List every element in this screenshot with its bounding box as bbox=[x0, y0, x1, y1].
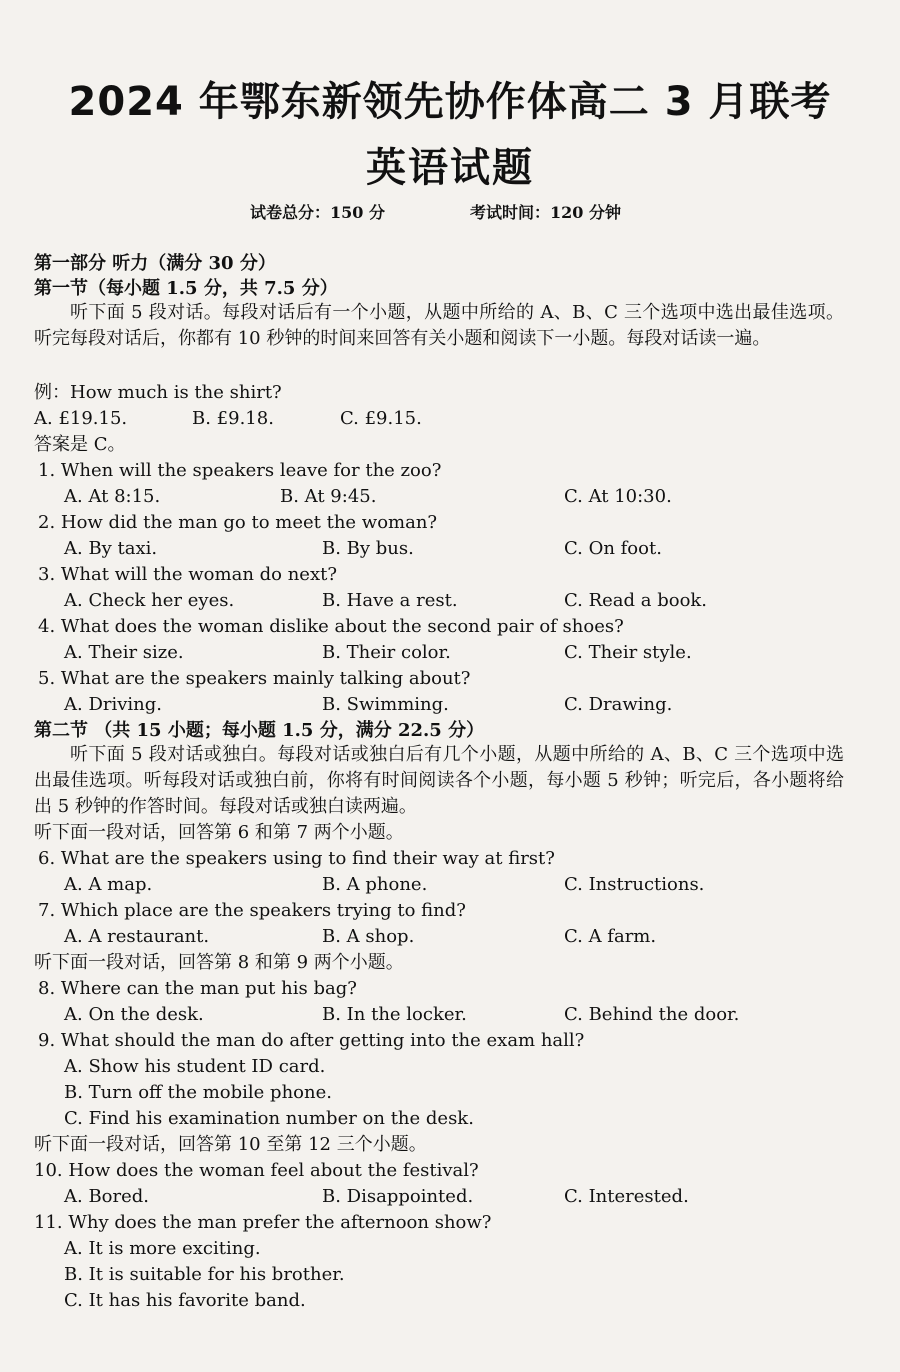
exam-subtitle: 英语试题 bbox=[366, 145, 534, 191]
q5-option-b: B. Swimming. bbox=[322, 694, 449, 715]
question-7: 7. Which place are the speakers trying to find? bbox=[38, 900, 466, 921]
q10-option-a: A. Bored. bbox=[64, 1186, 150, 1207]
question-11: 11. Why does the man prefer the afternoon show? bbox=[34, 1212, 492, 1233]
q11-option-a: A. It is more exciting. bbox=[64, 1238, 261, 1259]
example-answer: 答案是 C。 bbox=[34, 434, 126, 455]
question-9: 9. What should the man do after getting into the exam hall? bbox=[38, 1030, 585, 1051]
section2-instructions: 听下面 5 段对话或独白。每段对话或独白后有几个小题，从题中所给的 A、B、C 三个选项中选出最佳选项。听每段对话或独白前，你将有时间阅读各个小题，每小题 5 秒钟；听完后，各小题将给出 5 秒钟的作答时间。每段对话或独白读两遍。 bbox=[34, 744, 844, 817]
q6-option-a: A. A map. bbox=[64, 874, 153, 895]
question-1: 1. When will the speakers leave for the zoo? bbox=[38, 460, 442, 481]
q3-option-a: A. Check her eyes. bbox=[64, 590, 235, 611]
q1-option-a: A. At 8:15. bbox=[64, 486, 161, 507]
q7-option-a: A. A restaurant. bbox=[64, 926, 210, 947]
q6-option-b: B. A phone. bbox=[322, 874, 428, 895]
q4-option-a: A. Their size. bbox=[64, 642, 184, 663]
q8-option-c: C. Behind the door. bbox=[564, 1004, 740, 1025]
example-option-c: C. £9.15. bbox=[340, 408, 422, 429]
q10-option-c: C. Interested. bbox=[564, 1186, 689, 1207]
q1-option-b: B. At 9:45. bbox=[280, 486, 377, 507]
question-2: 2. How did the man go to meet the woman? bbox=[38, 512, 438, 533]
section1-instructions: 听下面 5 段对话。每段对话后有一个小题，从题中所给的 A、B、C 三个选项中选出最佳选项。听完每段对话后，你都有 10 秒钟的时间来回答有关小题和阅读下一小题。每段对话读一遍。 bbox=[34, 302, 844, 349]
q1-option-c: C. At 10:30. bbox=[564, 486, 672, 507]
q2-option-a: A. By taxi. bbox=[64, 538, 158, 559]
section1-heading: 第一节（每小题 1.5 分，共 7.5 分） bbox=[34, 278, 338, 299]
q3-option-c: C. Read a book. bbox=[564, 590, 708, 611]
exam-title: 2024 年鄂东新领先协作体高二 3 月联考 bbox=[68, 79, 832, 125]
question-6: 6. What are the speakers using to find their way at first? bbox=[38, 848, 555, 869]
q4-option-c: C. Their style. bbox=[564, 642, 692, 663]
part1-heading: 第一部分 听力（满分 30 分） bbox=[34, 253, 276, 274]
example-option-a: A. £19.15. bbox=[34, 408, 128, 429]
q2-option-c: C. On foot. bbox=[564, 538, 662, 559]
q4-option-b: B. Their color. bbox=[322, 642, 451, 663]
question-8: 8. Where can the man put his bag? bbox=[38, 978, 357, 999]
q8-option-b: B. In the locker. bbox=[322, 1004, 467, 1025]
question-4: 4. What does the woman dislike about the second pair of shoes? bbox=[38, 616, 624, 637]
group-6-7: 听下面一段对话，回答第 6 和第 7 两个小题。 bbox=[34, 822, 404, 843]
q5-option-c: C. Drawing. bbox=[564, 694, 673, 715]
group-8-9: 听下面一段对话，回答第 8 和第 9 两个小题。 bbox=[34, 952, 404, 973]
q8-option-a: A. On the desk. bbox=[64, 1004, 204, 1025]
example-option-b: B. £9.18. bbox=[192, 408, 274, 429]
section2-heading: 第二节 （共 15 小题；每小题 1.5 分，满分 22.5 分） bbox=[34, 720, 485, 741]
q2-option-b: B. By bus. bbox=[322, 538, 414, 559]
q10-option-b: B. Disappointed. bbox=[322, 1186, 474, 1207]
group-10-12: 听下面一段对话，回答第 10 至第 12 三个小题。 bbox=[34, 1134, 427, 1155]
q11-option-b: B. It is suitable for his brother. bbox=[64, 1264, 345, 1285]
q5-option-a: A. Driving. bbox=[64, 694, 162, 715]
q9-option-c: C. Find his examination number on the desk. bbox=[64, 1108, 474, 1129]
q7-option-b: B. A shop. bbox=[322, 926, 415, 947]
example-question: 例：How much is the shirt? bbox=[34, 382, 282, 403]
total-score: 试卷总分：150 分 bbox=[250, 203, 385, 222]
q9-option-b: B. Turn off the mobile phone. bbox=[64, 1082, 332, 1103]
q9-option-a: A. Show his student ID card. bbox=[64, 1056, 326, 1077]
question-3: 3. What will the woman do next? bbox=[38, 564, 337, 585]
question-5: 5. What are the speakers mainly talking about? bbox=[38, 668, 471, 689]
q11-option-c: C. It has his favorite band. bbox=[64, 1290, 306, 1311]
q7-option-c: C. A farm. bbox=[564, 926, 657, 947]
q6-option-c: C. Instructions. bbox=[564, 874, 705, 895]
question-10: 10. How does the woman feel about the festival? bbox=[34, 1160, 479, 1181]
exam-time: 考试时间：120 分钟 bbox=[470, 203, 621, 222]
q3-option-b: B. Have a rest. bbox=[322, 590, 458, 611]
